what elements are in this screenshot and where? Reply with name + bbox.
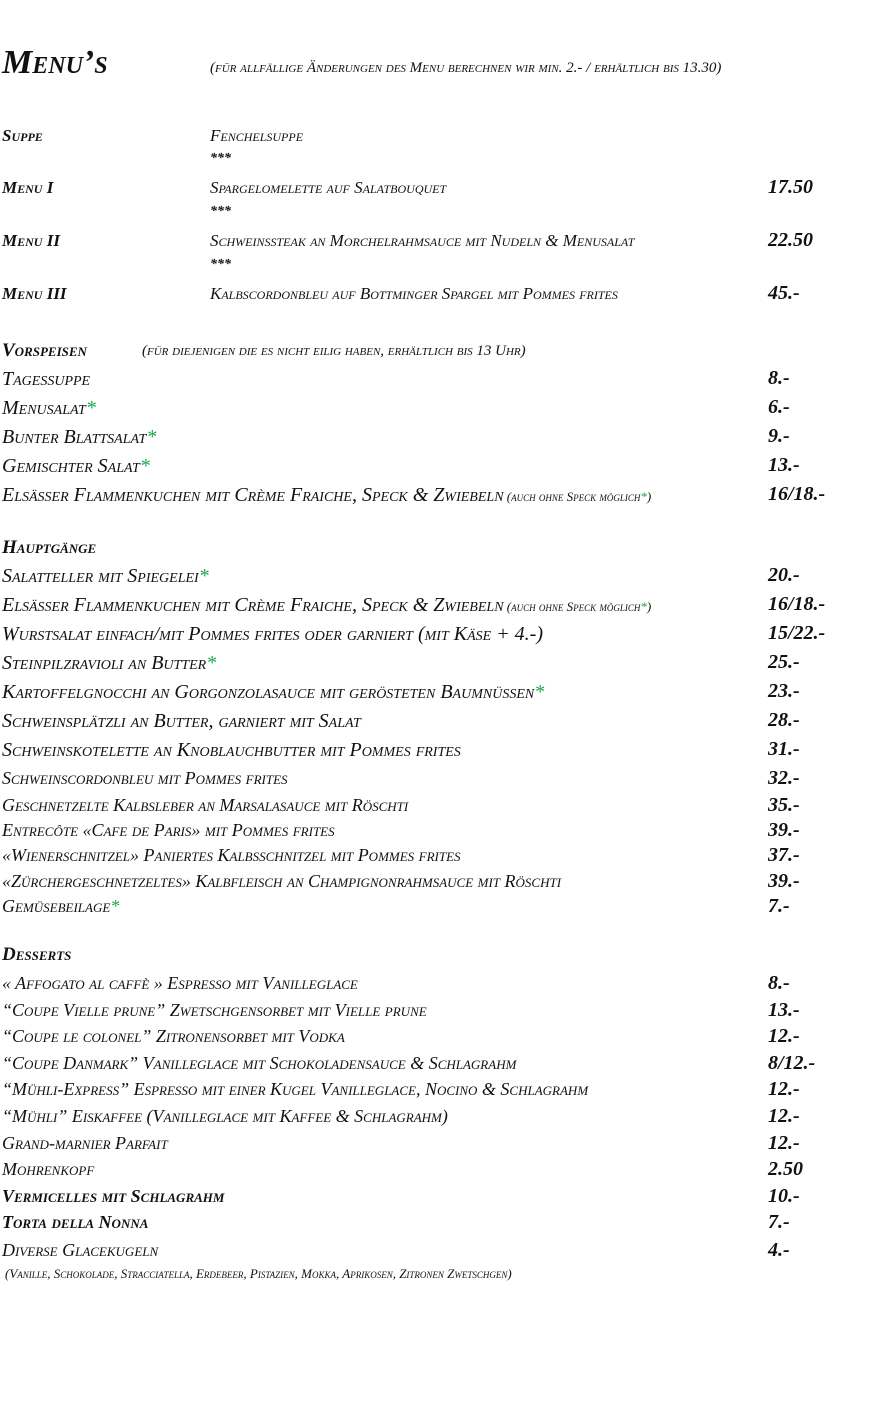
menu-dish: Kalbscordonbleu auf Bottminger Spargel mit Pommes frites [210,284,618,303]
vegetarian-star-icon: * [85,397,96,419]
item-name: Geschnetzelte Kalbsleber an Marsalasauce mit Röschti [2,795,409,815]
item-name: Elsässer Flammenkuchen mit Crème Fraiche, Speck & Zwiebeln (auch ohne Speck möglich*) [2,594,652,616]
item-price: 16/18.- [768,593,826,615]
item-name: Steinpilzravioli an Butter* [2,652,217,674]
page-title: Menu’s [2,44,108,81]
item-name: “Coupe Danmark” Vanilleglace mit Schokoladensauce & Schlagrahm [2,1053,517,1073]
desserts-footnote: (Vanille, Schokolade, Stracciatella, Erdebeer, Pistazien, Mokka, Aprikosen, Zitronen Zwetschgen) [5,1266,512,1281]
item-name: “Coupe le colonel” Zitronensorbet mit Vodka [2,1026,345,1046]
item-price: 25.- [768,651,800,673]
item-name: Torta della Nonna [2,1212,149,1232]
item-price: 16/18.- [768,483,826,505]
item-name: «Zürchergeschnetzeltes» Kalbfleisch an Champignonrahmsauce mit Röschti [2,871,562,891]
item-price: 28.- [768,709,800,731]
vegetarian-star-icon: * [206,652,217,674]
item-price: 9.- [768,425,790,447]
menu-dish: Spargelomelette auf Salatbouquet [210,178,447,197]
item-name: Elsässer Flammenkuchen mit Crème Fraiche, Speck & Zwiebeln (auch ohne Speck möglich*) [2,484,652,506]
menu-dish: Fenchelsuppe [210,126,304,145]
item-note: (auch ohne Speck möglich*) [503,489,652,504]
menu-label: Menu III [2,284,67,303]
menu-price: 17.50 [768,176,813,198]
item-price: 12.- [768,1105,800,1127]
item-name: Salatteller mit Spiegelei* [2,565,209,587]
item-name: Schweinskotelette an Knoblauchbutter mit Pommes frites [2,739,461,761]
item-name: Kartoffelgnocchi an Gorgonzolasauce mit gerösteten Baumnüssen* [2,681,545,703]
vegetarian-star-icon: * [139,455,150,477]
item-name: Tagessuppe [2,368,91,390]
item-name: Entrecôte «Cafe de Paris» mit Pommes frites [2,820,335,840]
item-name: Grand-marnier Parfait [2,1133,168,1153]
item-price: 32.- [768,767,800,789]
item-price: 10.- [768,1185,800,1207]
item-name: Vermicelles mit Schlagrahm [2,1186,225,1206]
item-price: 4.- [768,1239,790,1261]
vegetarian-star-icon: * [534,681,545,703]
menu-price: 45.- [768,282,800,304]
vegetarian-star-icon: * [110,896,120,916]
item-price: 7.- [768,1211,790,1233]
item-name: Gemischter Salat* [2,455,150,477]
item-price: 20.- [768,564,800,586]
item-price: 15/22.- [768,622,826,644]
item-name: Gemüsebeilage* [2,896,120,916]
item-price: 31.- [768,738,800,760]
item-price: 12.- [768,1078,800,1100]
item-price: 6.- [768,396,790,418]
item-price: 35.- [768,794,800,816]
menu-label: Menu II [2,231,60,250]
section-title-vorspeisen: Vorspeisen [2,340,87,361]
item-name: Diverse Glacekugeln [2,1240,159,1260]
section-title-desserts: Desserts [2,944,72,965]
item-price: 23.- [768,680,800,702]
menu-label: Menu I [2,178,54,197]
header-note: (für allfällige Änderungen des Menu berechnen wir min. 2.- / erhältlich bis 13.30) [210,60,722,76]
item-price: 7.- [768,895,790,917]
menu-separator: *** [210,257,231,272]
item-price: 39.- [768,870,800,892]
menu-price: 22.50 [768,229,813,251]
item-name: « Affogato al caffè » Espresso mit Vanilleglace [2,973,358,993]
item-price: 8.- [768,367,790,389]
item-price: 12.- [768,1132,800,1154]
item-price: 12.- [768,1025,800,1047]
vegetarian-star-icon: * [198,565,209,587]
menu-label: Suppe [2,126,43,145]
vegetarian-star-icon: * [146,426,157,448]
item-price: 37.- [768,844,800,866]
menu-separator: *** [210,151,231,166]
item-price: 8/12.- [768,1052,816,1074]
section-title-hauptgaenge: Hauptgänge [2,537,97,558]
item-note: (auch ohne Speck möglich*) [503,599,652,614]
item-price: 8.- [768,972,790,994]
item-name: “Mühli” Eiskaffee (Vanilleglace mit Kaffee & Schlagrahm) [2,1106,448,1126]
vorspeisen-note: (für diejenigen die es nicht eilig haben, erhältlich bis 13 Uhr) [142,343,526,359]
item-name: Schweinscordonbleu mit Pommes frites [2,768,288,788]
item-name: Mohrenkopf [2,1159,95,1179]
item-name: “Mühli-Express” Espresso mit einer Kugel Vanilleglace, Nocino & Schlagrahm [2,1079,589,1099]
item-price: 13.- [768,999,800,1021]
menu-separator: *** [210,204,231,219]
item-price: 39.- [768,819,800,841]
item-name: Menusalat* [2,397,96,419]
item-name: Schweinsplätzli an Butter, garniert mit Salat [2,710,361,732]
menu-dish: Schweinssteak an Morchelrahmsauce mit Nudeln & Menusalat [210,231,635,250]
item-name: Wurstsalat einfach/mit Pommes frites oder garniert (mit Käse + 4.-) [2,623,543,645]
item-price: 13.- [768,454,800,476]
item-price: 2.50 [768,1158,803,1180]
item-name: Bunter Blattsalat* [2,426,157,448]
item-name: «Wienerschnitzel» Paniertes Kalbsschnitzel mit Pommes frites [2,845,461,865]
item-name: “Coupe Vielle prune” Zwetschgensorbet mit Vielle prune [2,1000,427,1020]
